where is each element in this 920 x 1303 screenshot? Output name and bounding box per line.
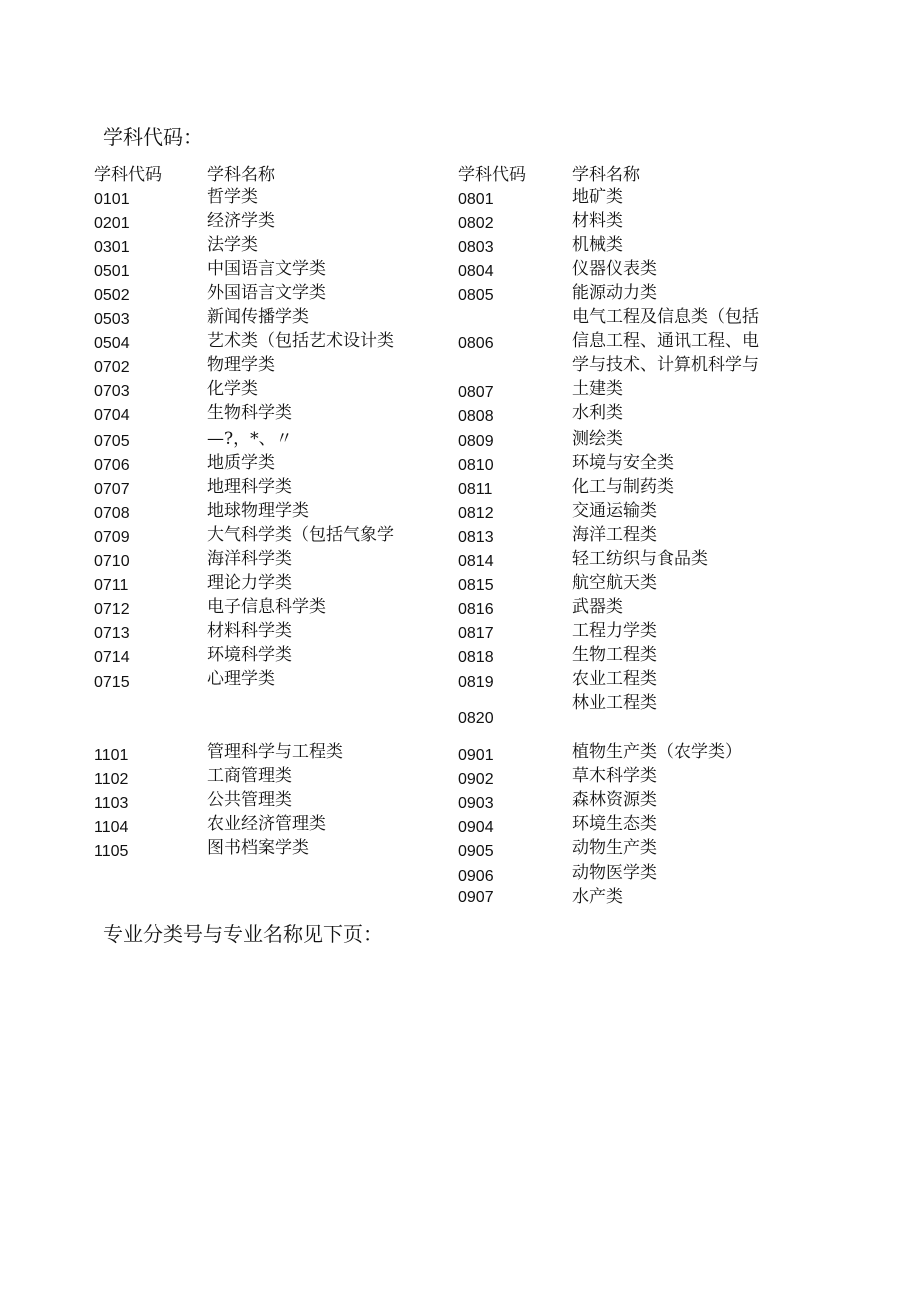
table-row-code: 0713 bbox=[94, 625, 130, 642]
table-row-name: 材料科学类 bbox=[207, 621, 292, 641]
left-header-name: 学科名称 bbox=[207, 165, 275, 185]
table-row-code: 0808 bbox=[458, 408, 494, 425]
table-row-code: 0905 bbox=[458, 843, 494, 860]
table-row-name: 地理科学类 bbox=[207, 477, 292, 497]
table-row-code: 0801 bbox=[458, 191, 494, 208]
table-row-name: 航空航天类 bbox=[572, 573, 657, 593]
table-row-code: 0820 bbox=[458, 710, 494, 727]
table-row-code: 0714 bbox=[94, 649, 130, 666]
table-row-name: 机械类 bbox=[572, 235, 623, 255]
table-row-name: 心理学类 bbox=[207, 669, 275, 689]
table-row-name: 植物生产类（农学类） bbox=[572, 742, 742, 762]
table-row-code: 0810 bbox=[458, 457, 494, 474]
table-row-code: 0709 bbox=[94, 529, 130, 546]
table-row-code: 0703 bbox=[94, 383, 130, 400]
table-row-name: 水利类 bbox=[572, 403, 623, 423]
table-row-name: 化学类 bbox=[207, 379, 258, 399]
table-row-name: 管理科学与工程类 bbox=[207, 742, 343, 762]
table-row-name: 大气科学类（包括气象学 bbox=[207, 525, 394, 545]
table-row-name: 法学类 bbox=[207, 235, 258, 255]
table-row-name: 轻工纺织与食品类 bbox=[572, 549, 708, 569]
table-row-name: 生物科学类 bbox=[207, 403, 292, 423]
table-row-code: 0806 bbox=[458, 335, 494, 352]
table-row-name: 物理学类 bbox=[207, 355, 275, 375]
table-row-name: 草木科学类 bbox=[572, 766, 657, 786]
table-row-code: 0712 bbox=[94, 601, 130, 618]
table-row-name: 测绘类 bbox=[572, 429, 623, 449]
table-row-code: 0804 bbox=[458, 263, 494, 280]
table-row-code: 0711 bbox=[94, 577, 129, 594]
table-row-name: 武器类 bbox=[572, 597, 623, 617]
table-row-name: 电子信息科学类 bbox=[207, 597, 326, 617]
table-row-code: 0503 bbox=[94, 311, 130, 328]
left-header-code: 学科代码 bbox=[94, 165, 162, 185]
table-row-code: 0201 bbox=[94, 215, 130, 232]
table-row-code: 0907 bbox=[458, 889, 494, 906]
table-row-name: 地矿类 bbox=[572, 187, 623, 207]
table-row-name: 化工与制药类 bbox=[572, 477, 674, 497]
table-row-code: 0704 bbox=[94, 407, 130, 424]
table-row-name: 交通运输类 bbox=[572, 501, 657, 521]
table-row-code: 0707 bbox=[94, 481, 130, 498]
table-row-name-line: 电气工程及信息类（包括 bbox=[572, 307, 759, 327]
table-row-code: 0807 bbox=[458, 384, 494, 401]
table-row-code: 0502 bbox=[94, 287, 130, 304]
table-row-name: 动物生产类 bbox=[572, 838, 657, 858]
table-row-code: 0816 bbox=[458, 601, 494, 618]
table-row-name: 工程力学类 bbox=[572, 621, 657, 641]
table-row-name: 外国语言文学类 bbox=[207, 283, 326, 303]
table-row-code: 0706 bbox=[94, 457, 130, 474]
table-row-name: 环境科学类 bbox=[207, 645, 292, 665]
table-row-code: 0903 bbox=[458, 795, 494, 812]
table-row-code: 0815 bbox=[458, 577, 494, 594]
table-row-code: 0819 bbox=[458, 674, 494, 691]
table-row-code: 0705 bbox=[94, 433, 130, 450]
page-title: 学科代码： bbox=[103, 125, 203, 149]
table-row-name-line: 学与技术、计算机科学与 bbox=[572, 355, 759, 375]
table-row-name: 农业经济管理类 bbox=[207, 814, 326, 834]
table-row-code: 1104 bbox=[94, 819, 129, 836]
table-row-name: 经济学类 bbox=[207, 211, 275, 231]
table-row-name: 仪器仪表类 bbox=[572, 259, 657, 279]
table-row-code: 0813 bbox=[458, 529, 494, 546]
table-row-code: 0814 bbox=[458, 553, 494, 570]
table-row-name: 理论力学类 bbox=[207, 573, 292, 593]
table-row-code: 0501 bbox=[94, 263, 130, 280]
table-row-code: 0702 bbox=[94, 359, 130, 376]
table-row-name: 地质学类 bbox=[207, 453, 275, 473]
table-row-name: 生物工程类 bbox=[572, 645, 657, 665]
table-row-name-line: 信息工程、通讯工程、电 bbox=[572, 331, 759, 351]
table-row-name: 地球物理学类 bbox=[207, 501, 309, 521]
table-row-code: 0301 bbox=[94, 239, 130, 256]
table-row-name: 海洋科学类 bbox=[207, 549, 292, 569]
table-row-code: 1105 bbox=[94, 843, 129, 860]
table-row-code: 0811 bbox=[458, 481, 493, 498]
table-row-code: 0818 bbox=[458, 649, 494, 666]
table-row-name: 环境生态类 bbox=[572, 814, 657, 834]
table-row-code: 0101 bbox=[94, 191, 130, 208]
table-row-name: 动物医学类 bbox=[572, 863, 657, 883]
table-row-name: 环境与安全类 bbox=[572, 453, 674, 473]
table-row-name: 海洋工程类 bbox=[572, 525, 657, 545]
table-row-name: 土建类 bbox=[572, 379, 623, 399]
table-row-name: 材料类 bbox=[572, 211, 623, 231]
table-row-name: —?，*、〃 bbox=[207, 429, 293, 449]
table-row-code: 0901 bbox=[458, 747, 494, 764]
table-row-code: 0805 bbox=[458, 287, 494, 304]
table-row-code: 0708 bbox=[94, 505, 130, 522]
footer-note: 专业分类号与专业名称见下页： bbox=[103, 922, 383, 946]
table-row-code: 0902 bbox=[458, 771, 494, 788]
table-row-name: 中国语言文学类 bbox=[207, 259, 326, 279]
table-row-code: 1102 bbox=[94, 771, 129, 788]
table-row-name: 哲学类 bbox=[207, 187, 258, 207]
table-row-code: 0803 bbox=[458, 239, 494, 256]
table-row-code: 0802 bbox=[458, 215, 494, 232]
table-row-name: 工商管理类 bbox=[207, 766, 292, 786]
table-row-code: 0812 bbox=[458, 505, 494, 522]
table-row-name: 水产类 bbox=[572, 887, 623, 907]
right-header-name: 学科名称 bbox=[572, 165, 640, 185]
table-row-name: 能源动力类 bbox=[572, 283, 657, 303]
table-row-code: 0504 bbox=[94, 335, 130, 352]
table-row-name: 农业工程类 bbox=[572, 669, 657, 689]
table-row-name: 新闻传播学类 bbox=[207, 307, 309, 327]
table-row-name: 林业工程类 bbox=[572, 693, 657, 713]
table-row-name: 森林资源类 bbox=[572, 790, 657, 810]
table-row-code: 0904 bbox=[458, 819, 494, 836]
table-row-code: 0809 bbox=[458, 433, 494, 450]
table-row-name: 公共管理类 bbox=[207, 790, 292, 810]
table-row-code: 1101 bbox=[94, 747, 129, 764]
table-row-name: 艺术类（包括艺术设计类 bbox=[207, 331, 394, 351]
table-row-code: 0906 bbox=[458, 868, 494, 885]
table-row-code: 1103 bbox=[94, 795, 129, 812]
right-header-code: 学科代码 bbox=[458, 165, 526, 185]
table-row-code: 0817 bbox=[458, 625, 494, 642]
table-row-code: 0715 bbox=[94, 674, 130, 691]
table-row-code: 0710 bbox=[94, 553, 130, 570]
table-row-name: 图书档案学类 bbox=[207, 838, 309, 858]
